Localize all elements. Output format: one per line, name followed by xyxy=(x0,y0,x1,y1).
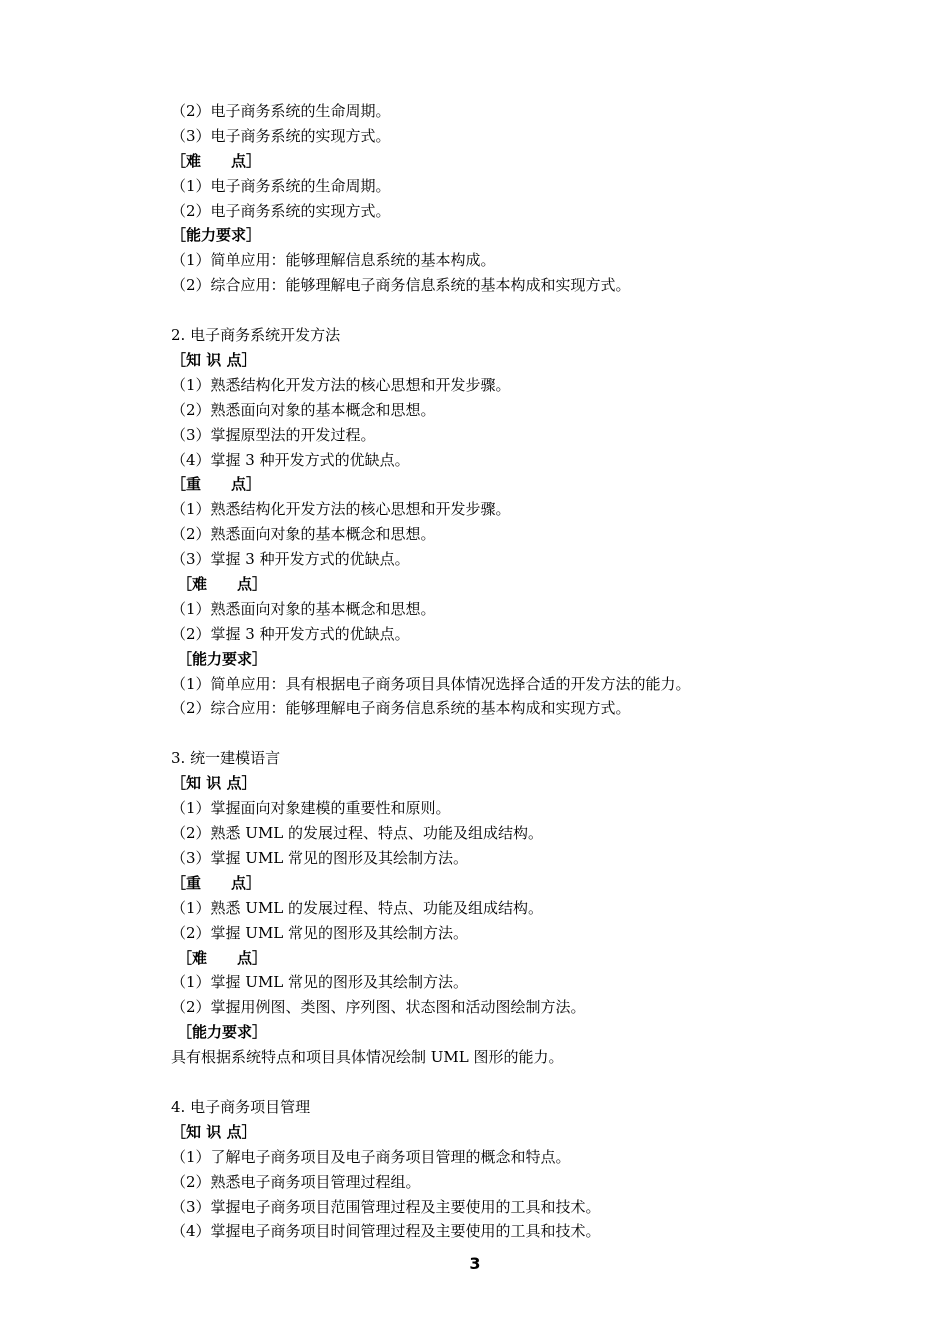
knowledge-points-label: ［知 识 点］ xyxy=(171,351,257,370)
list-item: （2）熟悉电子商务项目管理过程组。 xyxy=(171,1172,421,1191)
list-item: （3）掌握电子商务项目范围管理过程及主要使用的工具和技术。 xyxy=(171,1197,601,1216)
list-item: （2）熟悉面向对象的基本概念和思想。 xyxy=(171,400,436,419)
list-item: （4）掌握 3 种开发方式的优缺点。 xyxy=(171,450,410,469)
list-item: （1）电子商务系统的生命周期。 xyxy=(171,176,391,195)
ability-requirements-label: ［能力要求］ xyxy=(171,226,262,245)
section-heading: 2. 电子商务系统开发方法 xyxy=(171,326,341,345)
list-item: （2）综合应用：能够理解电子商务信息系统的基本构成和实现方式。 xyxy=(171,276,631,295)
key-points-label: ［重 点］ xyxy=(171,475,262,494)
ability-requirements-label: ［能力要求］ xyxy=(177,649,268,668)
list-item: （2）掌握用例图、类图、序列图、状态图和活动图绘制方法。 xyxy=(171,998,586,1017)
list-item: （3）电子商务系统的实现方式。 xyxy=(171,126,391,145)
list-item: （3）掌握 3 种开发方式的优缺点。 xyxy=(171,550,410,569)
list-item: （2）电子商务系统的生命周期。 xyxy=(171,102,391,120)
page-number: 3 xyxy=(469,1254,481,1273)
list-item: （3）掌握原型法的开发过程。 xyxy=(171,425,376,444)
list-item: （1）了解电子商务项目及电子商务项目管理的概念和特点。 xyxy=(171,1147,571,1166)
difficult-points-label: ［难 点］ xyxy=(177,575,268,594)
list-item: （1）熟悉结构化开发方法的核心思想和开发步骤。 xyxy=(171,500,511,519)
knowledge-points-label: ［知 识 点］ xyxy=(171,1122,257,1141)
list-item: （2）熟悉面向对象的基本概念和思想。 xyxy=(171,525,436,544)
list-item: （4）掌握电子商务项目时间管理过程及主要使用的工具和技术。 xyxy=(171,1222,601,1241)
ability-requirements-label: ［能力要求］ xyxy=(177,1023,268,1042)
section-gap xyxy=(171,721,871,746)
knowledge-points-label: ［知 识 点］ xyxy=(171,774,257,793)
list-item: （1）熟悉结构化开发方法的核心思想和开发步骤。 xyxy=(171,375,511,394)
list-item: （3）掌握 UML 常见的图形及其绘制方法。 xyxy=(171,848,469,867)
list-item: （2）熟悉 UML 的发展过程、特点、功能及组成结构。 xyxy=(171,824,544,843)
list-item: （1）掌握面向对象建模的重要性和原则。 xyxy=(171,799,451,818)
list-item: （2）掌握 3 种开发方式的优缺点。 xyxy=(171,624,410,643)
section-gap xyxy=(171,298,871,323)
list-item: （1）简单应用：具有根据电子商务项目具体情况选择合适的开发方法的能力。 xyxy=(171,674,691,693)
list-item: （1）掌握 UML 常见的图形及其绘制方法。 xyxy=(171,973,469,992)
list-item: 具有根据系统特点和项目具体情况绘制 UML 图形的能力。 xyxy=(171,1048,564,1067)
document-body xyxy=(171,99,871,1244)
list-item: （2）电子商务系统的实现方式。 xyxy=(171,201,391,220)
list-item: （1）熟悉 UML 的发展过程、特点、功能及组成结构。 xyxy=(171,898,544,917)
list-item: （2）掌握 UML 常见的图形及其绘制方法。 xyxy=(171,923,469,942)
section-heading: 4. 电子商务项目管理 xyxy=(171,1097,311,1116)
section-gap xyxy=(171,1070,871,1095)
difficult-points-label: ［难 点］ xyxy=(177,948,268,967)
list-item: （2）综合应用：能够理解电子商务信息系统的基本构成和实现方式。 xyxy=(171,699,631,718)
difficult-points-label: ［难 点］ xyxy=(171,151,262,170)
list-item: （1）简单应用：能够理解信息系统的基本构成。 xyxy=(171,251,496,270)
list-item: （1）熟悉面向对象的基本概念和思想。 xyxy=(171,599,436,618)
key-points-label: ［重 点］ xyxy=(171,873,262,892)
section-heading: 3. 统一建模语言 xyxy=(171,749,281,768)
